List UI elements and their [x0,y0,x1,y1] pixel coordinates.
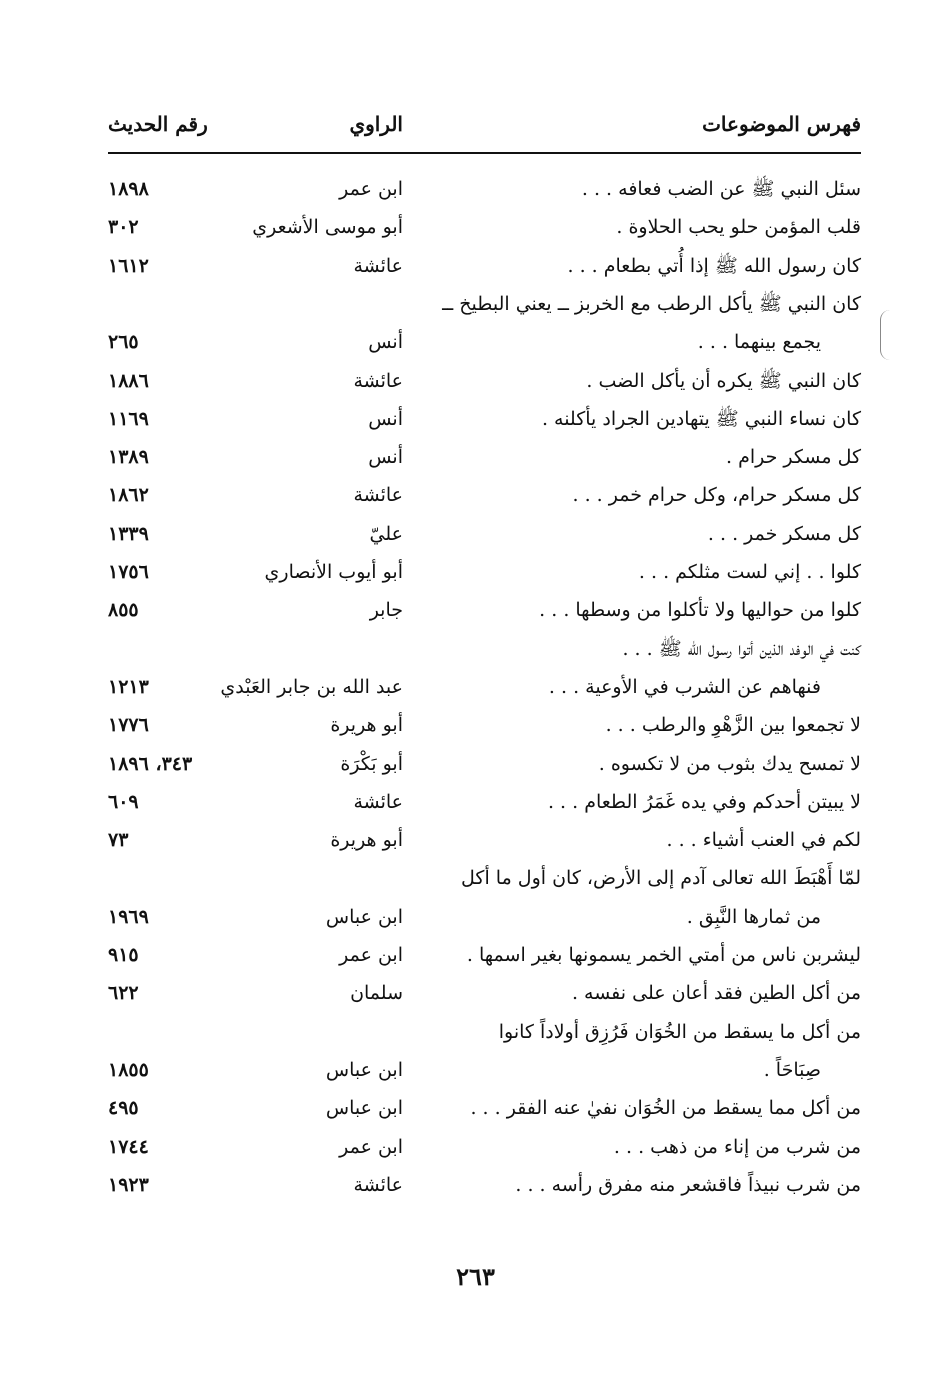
topic-text: لكم في العنب أشياء . . . [666,829,861,852]
table-row [0,1051,951,1089]
topic-text: كان رسول الله ﷺ إذا أُتي بطعام . . . [567,254,861,277]
narrator-text: ابن عمر [339,944,403,966]
topic-text: قلب المؤمن حلو يحب الحلاوة . [616,216,861,239]
table-row [0,1089,951,1127]
topic-text: سئل النبي ﷺ عن الضب فعافه . . . [581,178,861,200]
hadith-number: ١٣٨٩ [108,446,149,469]
table-row [0,247,951,285]
topic-text: كان نساء النبي ﷺ يتهادين الجراد يأكلنه . [541,407,861,430]
hadith-number: ١٨٥٥ [108,1058,149,1081]
table-row [0,898,951,936]
header-rule [108,152,861,154]
topic-text: من أكل ما يسقط من الخُوَان فَرُزِق أولاداً كانوا [498,1020,861,1043]
table-row [0,476,951,514]
table-row [0,706,951,744]
hadith-number: ١٦١٢ [108,254,149,277]
hadith-number: ١٩٢٣ [108,1173,149,1196]
topic-text: من أكل الطين فقد أعان على نفسه . [571,982,861,1005]
table-row [0,323,951,361]
table-row [0,438,951,476]
narrator-text: عليّ [369,522,403,545]
table-row [0,630,951,668]
narrator-text: ابن عباس [325,1097,403,1120]
topic-text: من شرب من إناء من ذهب . . . [613,1135,861,1158]
topic-text: من ثمارها النَّبِق . [686,905,821,928]
table-row [0,362,951,400]
header-narrator: الراوي [349,112,403,136]
topic-text: لا تجمعوا بين الزَّهْوِ والرطب . . . [605,714,861,737]
topic-text: لا تمسح يدك بثوب من لا تكسوه . [598,752,861,775]
narrator-text: عائشة [353,790,403,813]
hadith-number: ١٣٣٩ [108,522,149,545]
page-number: ٢٦٣ [456,1262,495,1291]
narrator-text: أنس [368,331,403,354]
table-row [0,285,951,323]
topic-text: كل مسكر حرام . [726,446,861,469]
table-row [0,553,951,591]
topic-text: صِبَاحَاً . [763,1058,821,1081]
hadith-number: ١٨٨٦ [108,369,149,392]
table-row [0,859,951,897]
topic-text: كلوا من حواليها ولا تأكلوا من وسطها . . . [539,599,861,622]
hadith-number: ١٧٧٦ [108,714,149,737]
hadith-number: ٧٣ [108,829,129,852]
topic-text: من شرب نبيذاً فاقشعر منه مفرق رأسه . . . [515,1173,861,1196]
narrator-text: ابن عباس [325,905,403,928]
table-row [0,1013,951,1051]
table-row [0,783,951,821]
topic-text: من أكل مما يسقط من الخُوَان نفيٰ عنه الفقر . . . [470,1097,861,1120]
table-row [0,668,951,706]
narrator-text: أبو هريرة [330,829,403,852]
table-row [0,936,951,974]
hadith-number: ١٩٦٩ [108,905,149,928]
hadith-number: ٦٠٩ [108,790,139,813]
table-row [0,1128,951,1166]
topic-text: ليشربن ناس من أمتي الخمر يسمونها بغير اسمها . [466,944,861,966]
table-row [0,745,951,783]
hadith-number: ١٨٩٨ [108,178,149,200]
topic-text: كل مسكر حرام، وكل حرام خمر . . . [572,484,861,507]
hadith-number: ٣٤٣، ١٨٩٦ [108,752,193,775]
narrator-text: سلمان [350,982,403,1005]
topic-text: كان النبي ﷺ يأكل الرطب مع الخربز ــ يعني البطيخ ــ [442,292,861,315]
narrator-text: عائشة [353,1173,403,1196]
table-row [0,1166,951,1204]
hadith-number: ١٧٥٦ [108,561,149,583]
narrator-text: أبو أيوب الأنصاري [264,561,403,583]
topic-text: كان النبي ﷺ يكره أن يأكل الضب . [586,369,861,392]
narrator-text: عائشة [353,254,403,277]
hadith-number: ١٧٤٤ [108,1135,149,1158]
narrator-text: ابن عباس [325,1058,403,1081]
margin-mark [880,310,895,360]
hadith-number: ٩١٥ [108,944,139,966]
topic-text: لا يبيتن أحدكم وفي يده غَمَرُ الطعام . . . [547,790,861,813]
hadith-number: ٢٦٥ [108,331,139,354]
table-row [0,821,951,859]
table-row [0,515,951,553]
hadith-number: ٣٠٢ [108,216,139,239]
hadith-number: ١٨٦٢ [108,484,149,507]
narrator-text: عائشة [353,369,403,392]
topic-text: فنهاهم عن الشرب في الأوعية . . . [548,675,821,698]
header-topics: فهرس الموضوعات [702,112,861,136]
narrator-text: أنس [368,407,403,430]
topic-text: يجمع بينهما . . . [697,331,821,354]
hadith-number: ٦٢٢ [108,982,139,1005]
narrator-text: أبو بَكْرَة [340,752,403,775]
table-row [0,170,951,208]
table-row [0,974,951,1012]
hadith-number: ٨٥٥ [108,599,139,622]
narrator-text: أنس [368,446,403,469]
narrator-text: جابر [369,599,403,622]
hadith-number: ١٢١٣ [108,675,149,698]
topic-text: كلوا . . إني لست مثلكم . . . [638,561,861,583]
topic-text: لمّا أَهْبَطَ الله تعالى آدم إلى الأرض، كان أول ما أكل [461,867,861,890]
table-row [0,400,951,438]
topic-text: كل مسكر خمر . . . [707,522,861,545]
narrator-text: عبد الله بن جابر العَبْدي [220,675,403,698]
hadith-number: ٤٩٥ [108,1097,139,1120]
narrator-text: ابن عمر [339,178,403,200]
narrator-text: أبو موسى الأشعري [252,216,403,239]
narrator-text: أبو هريرة [330,714,403,737]
header-hadith-number: رقم الحديث [108,112,208,136]
table-row [0,591,951,629]
narrator-text: عائشة [353,484,403,507]
narrator-text: ابن عمر [339,1135,403,1158]
topic-text: كنت في الوفد الذين أتوا رسول الله ﷺ . . . [622,637,861,660]
table-row [0,208,951,246]
hadith-number: ١١٦٩ [108,407,149,430]
